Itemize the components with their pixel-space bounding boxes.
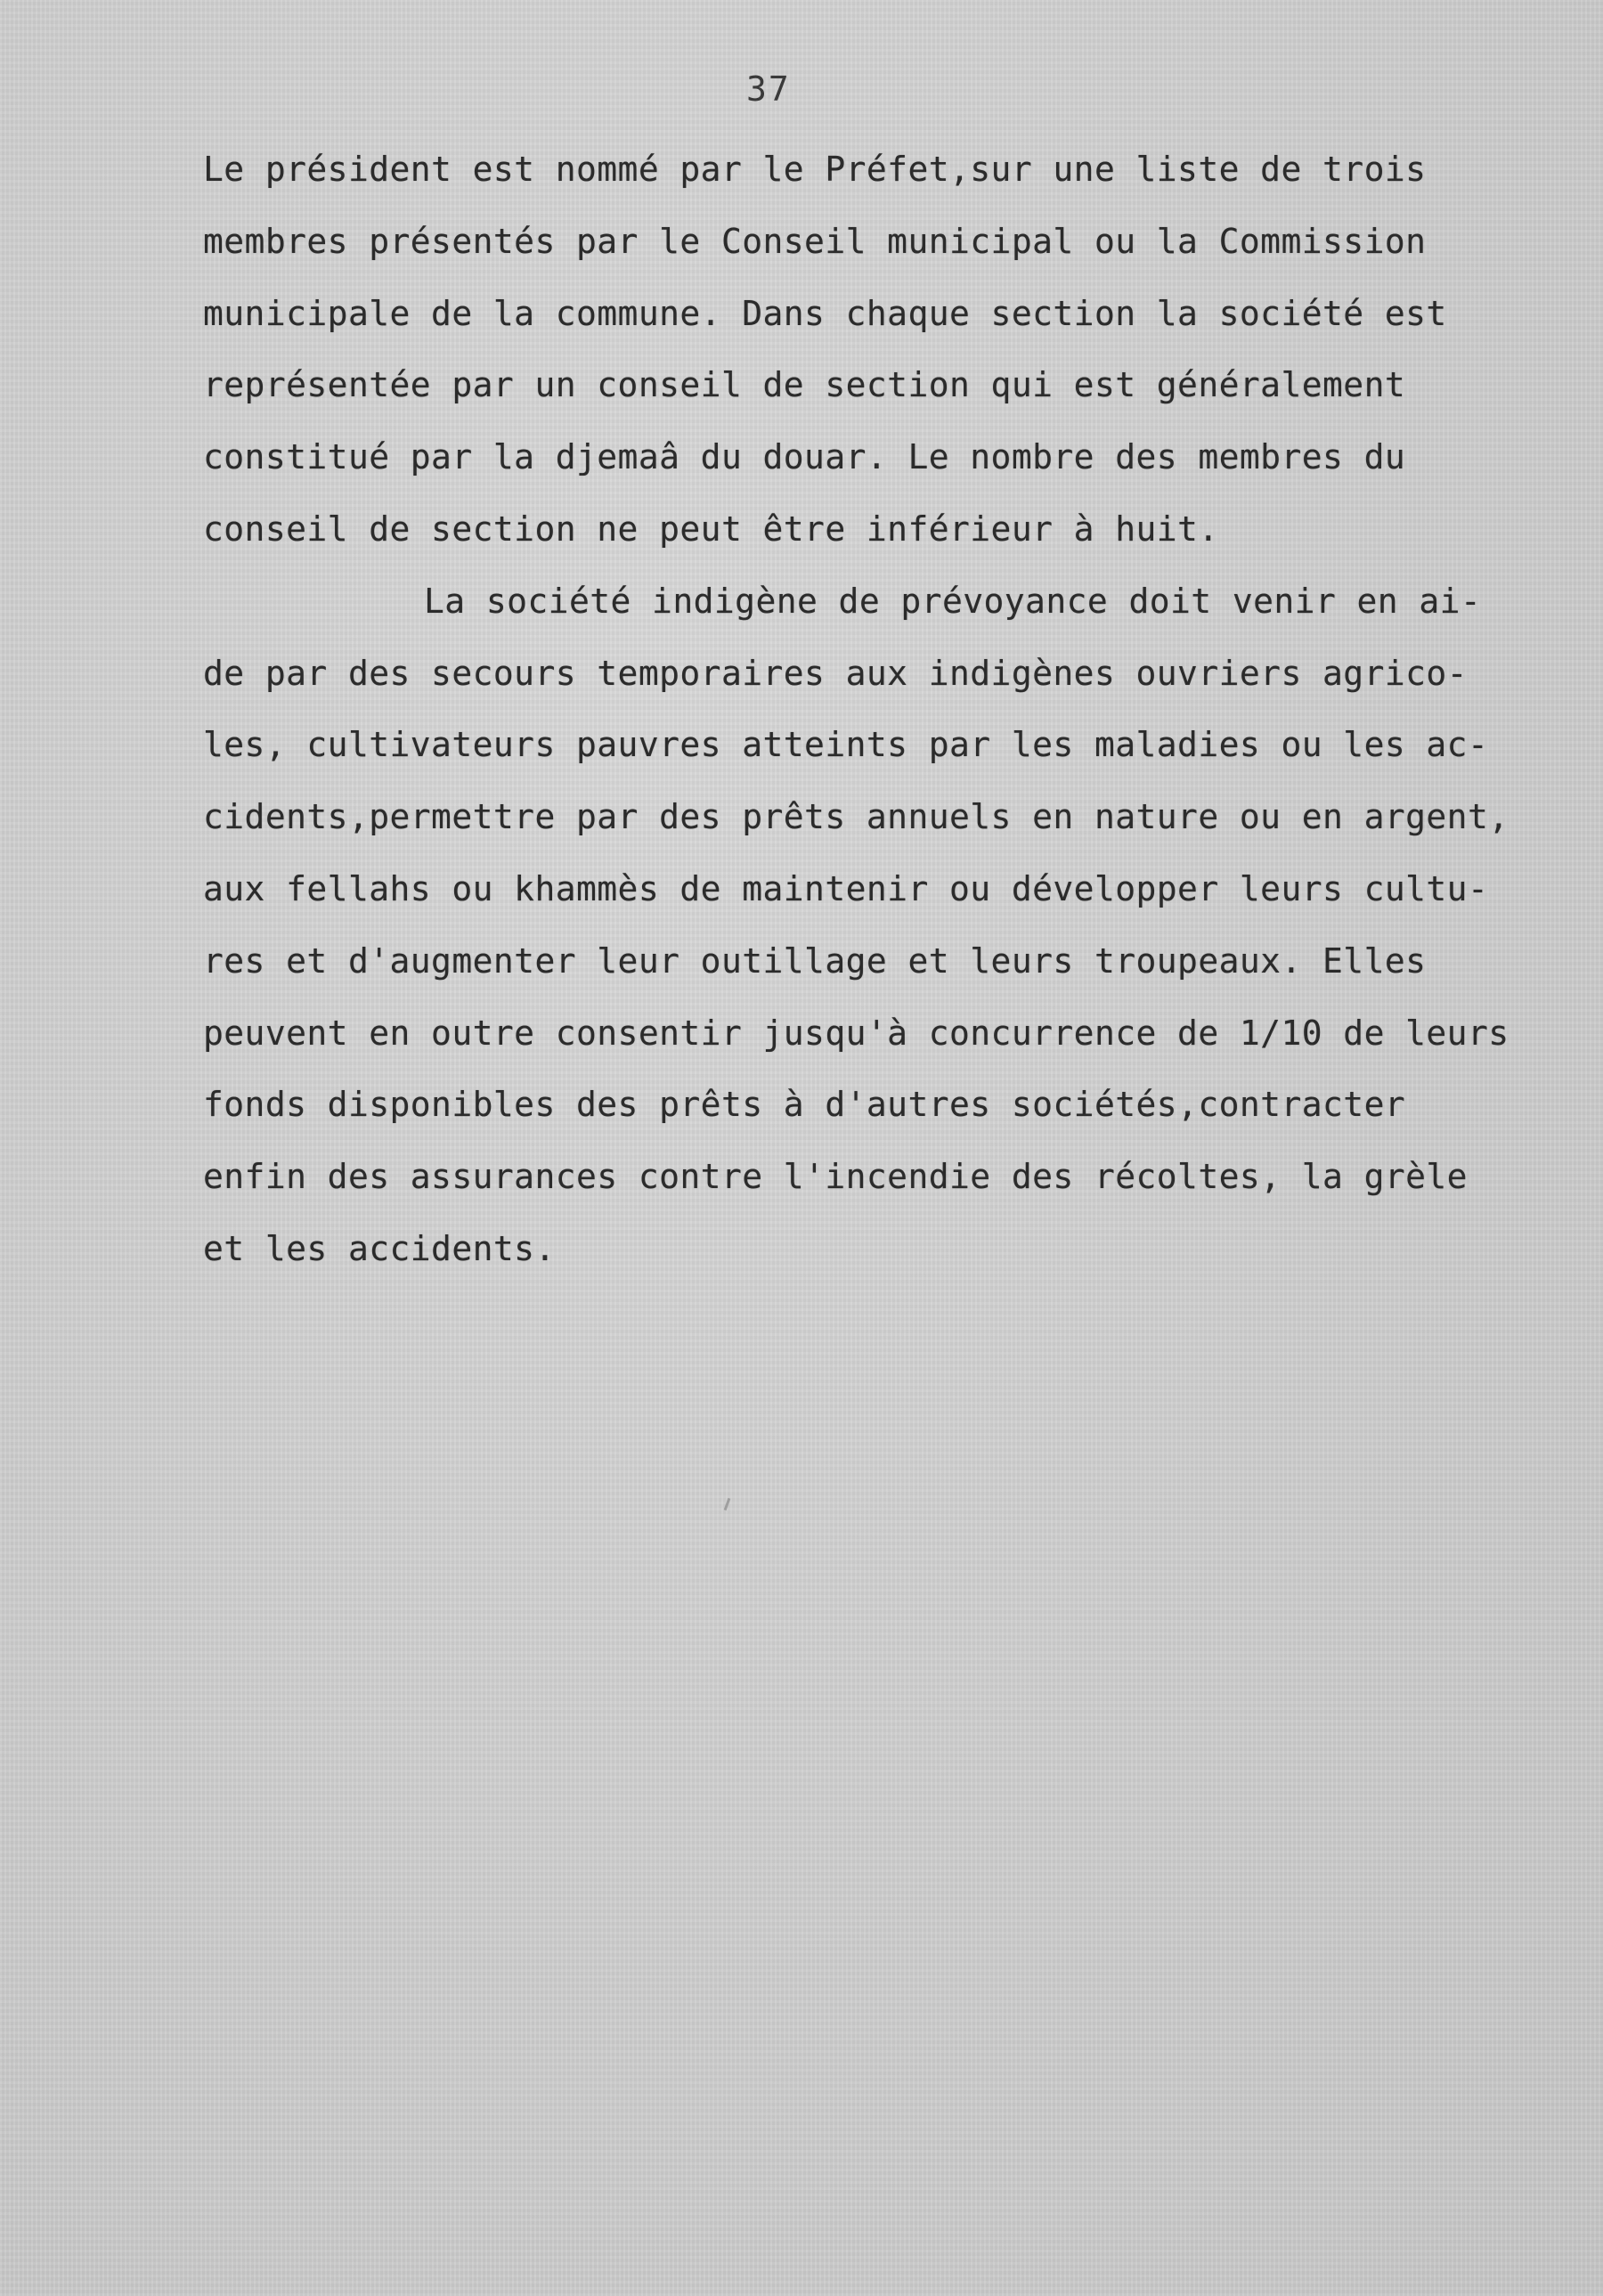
paper-speck: [724, 1498, 731, 1510]
text-line: représentée par un conseil de section qui est généralement: [203, 365, 1406, 405]
text-line: les, cultivateurs pauvres atteints par les maladies ou les ac-: [203, 725, 1489, 765]
text-line: aux fellahs ou khammès de maintenir ou développer leurs cultu-: [203, 868, 1489, 908]
text-line: cidents,permettre par des prêts annuels en nature ou en argent,: [203, 797, 1509, 837]
text-line: et les accidents.: [203, 1228, 556, 1268]
text-line: conseil de section ne peut être inférieur à huit.: [203, 509, 1219, 549]
text-line: Le président est nommé par le Préfet,sur une liste de trois: [203, 150, 1427, 189]
paragraph-2: [203, 566, 1592, 1285]
text-line: enfin des assurances contre l'incendie des récoltes, la grèle: [203, 1157, 1468, 1197]
text-line: res et d'augmenter leur outillage et leurs troupeaux. Elles: [203, 940, 1427, 981]
text-line: La société indigène de prévoyance doit venir en ai-: [424, 581, 1482, 621]
page-number: 37: [746, 69, 791, 109]
text-line: constitué par la djemaâ du douar. Le nombre des membres du: [203, 437, 1406, 477]
text-line: fonds disponibles des prêts à d'autres sociétés,contracter: [203, 1085, 1406, 1125]
text-line: peuvent en outre consentir jusqu'à concurrence de 1/10 de leurs: [203, 1013, 1509, 1053]
text-line: de par des secours temporaires aux indigènes ouvriers agrico-: [203, 653, 1468, 693]
text-line: municipale de la commune. Dans chaque section la société est: [203, 293, 1447, 333]
paragraph-1: [203, 134, 1592, 566]
text-line: membres présentés par le Conseil municipal ou la Commission: [203, 221, 1427, 261]
body-text: [203, 134, 1592, 1285]
